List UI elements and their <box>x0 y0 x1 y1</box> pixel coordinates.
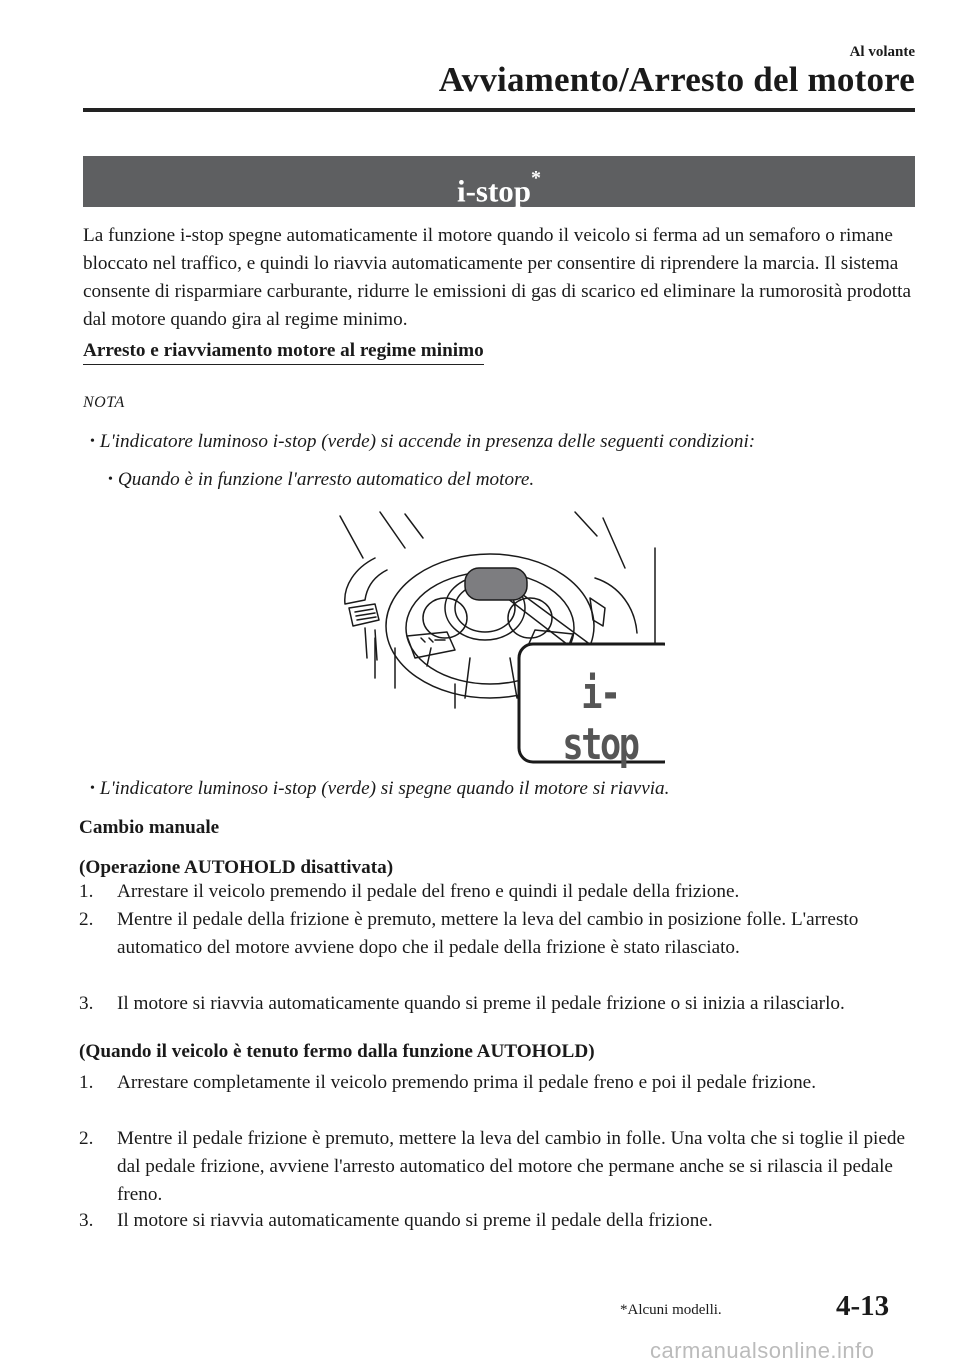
note-sub-bullet-text: Quando è in funzione l'arresto automatico del motore. <box>117 469 535 490</box>
list-text: Mentre il pedale della frizione è premuto, mettere la leva del cambio in posizione folle. L'arresto automatico del motore avviene dopo che il pedale della frizione è stato rilasciato. <box>117 909 859 958</box>
note-bullet-1 <box>90 431 755 453</box>
list-number: 3. <box>79 1210 94 1231</box>
section-label: Al volante <box>849 44 915 60</box>
note-bullet-2 <box>90 778 669 800</box>
istop-indicator-label: i-stop <box>562 668 638 770</box>
note-bullet-1-text: L'indicatore luminoso i-stop (verde) si accende in presenza delle seguenti condizioni: <box>99 431 756 452</box>
bullet-dot-icon: • <box>108 472 113 487</box>
list-text: Il motore si riavvia automaticamente quando si preme il pedale frizione o si inizia a rilasciarlo. <box>117 993 845 1014</box>
subsection-heading: Arresto e riavviamento motore al regime minimo <box>83 340 484 365</box>
list-text: Arrestare completamente il veicolo premendo prima il pedale freno e poi il pedale frizione. <box>117 1072 816 1093</box>
bullet-dot-icon: • <box>90 781 95 796</box>
section-title: Avviamento/Arresto del motore <box>438 60 915 99</box>
list-text: Il motore si riavvia automaticamente quando si preme il pedale della frizione. <box>117 1210 713 1231</box>
title-text: i-stop <box>456 173 532 209</box>
manual-heading: Cambio manuale <box>79 817 220 838</box>
title-asterisk: * <box>531 167 542 189</box>
page-title <box>83 156 915 207</box>
op-disabled-heading: (Operazione AUTOHOLD disattivata) <box>79 857 394 878</box>
list-number: 3. <box>79 993 94 1014</box>
list-number: 2. <box>79 1128 94 1149</box>
op-enabled-heading: (Quando il veicolo è tenuto fermo dalla funzione AUTOHOLD) <box>79 1041 595 1062</box>
note-sub-bullet <box>108 469 534 491</box>
list-text: Arrestare il veicolo premendo il pedale del freno e quindi il pedale della frizione. <box>117 881 740 902</box>
indicator-highlight <box>465 568 527 600</box>
note-bullet-2-text: L'indicatore luminoso i-stop (verde) si spegne quando il motore si riavvia. <box>99 778 670 799</box>
intro-paragraph: La funzione i-stop spegne automaticamente il motore quando il veicolo si ferma ad un semaforo o rimane bloccato nel traffico, e quindi lo riavvia automaticamente per consentire di riprendere la marcia. Il sistema consente di risparmiare carburante, ridurre le emissioni di gas di scarico ed eliminare la rumorosità prodotta dal motore quando gira al regime minimo. <box>83 225 911 330</box>
list-text: Mentre il pedale frizione è premuto, mettere la leva del cambio in folle. Una volta che si toglie il piede dal pedale frizione, avviene l'arresto automatico del motore che permane anche se si rilascia il pedale freno. <box>117 1128 905 1205</box>
footnote: *Alcuni modelli. <box>620 1302 722 1318</box>
bullet-dot-icon: • <box>90 434 95 449</box>
list-number: 1. <box>79 881 94 902</box>
page-number: 4-13 <box>836 1290 890 1322</box>
dashboard-illustration <box>335 508 665 775</box>
note-label: NOTA <box>83 394 125 411</box>
list-number: 2. <box>79 909 94 930</box>
watermark: carmanualsonline.info <box>650 1338 875 1363</box>
header-divider <box>83 108 915 112</box>
list-number: 1. <box>79 1072 94 1093</box>
